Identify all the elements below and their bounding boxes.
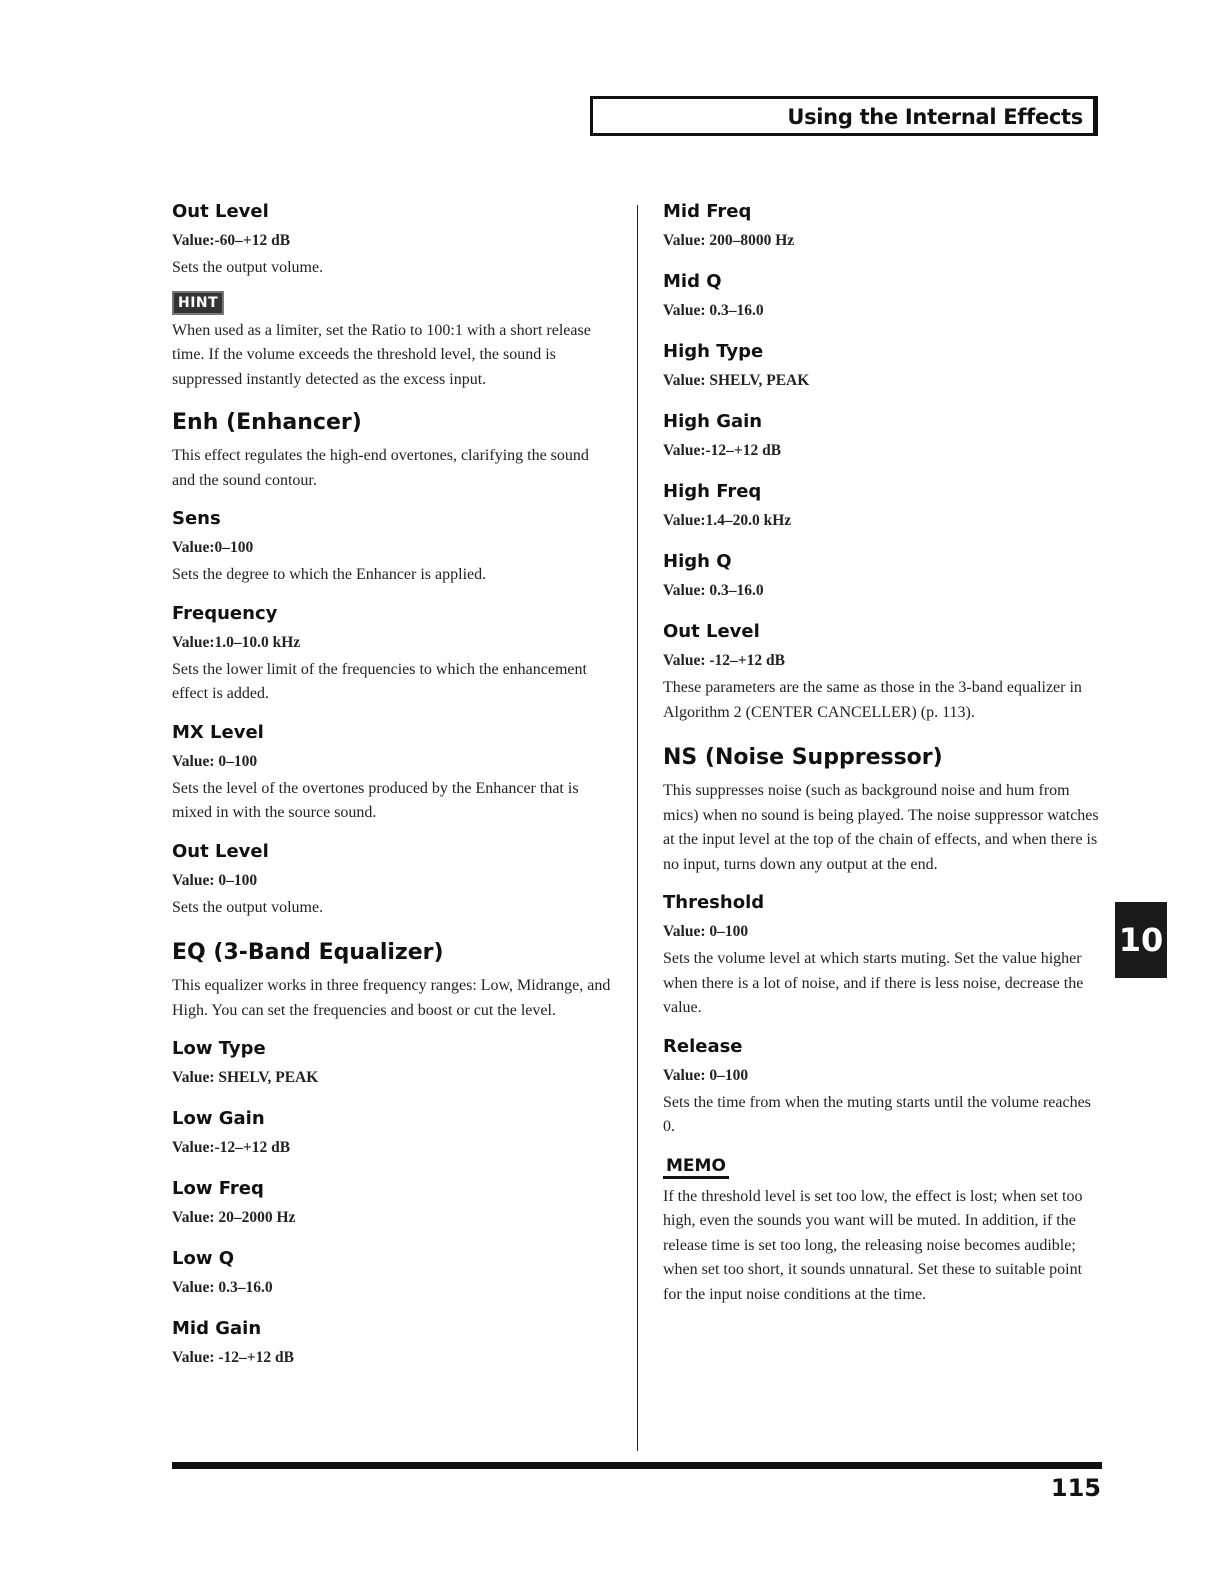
param-value-mid-q: Value: 0.3–16.0 [663, 302, 764, 319]
param-value-mid-gain: Value: -12–+12 dB [172, 1349, 294, 1366]
param-desc-release: Sets the time from when the muting starts until the volume reaches 0. [663, 1093, 1091, 1135]
section-header-box [590, 96, 1098, 136]
page-number: 115 [1050, 1474, 1101, 1502]
param-desc-out-level: Sets the output volume. [172, 259, 324, 276]
hint-icon: HINT [172, 291, 224, 315]
section-header-title: Using the Internal Effects [787, 105, 1083, 129]
param-title-low-type: Low Type [172, 1038, 266, 1059]
param-value-mx-level: Value: 0–100 [172, 752, 258, 770]
param-desc-sens: Sets the degree to which the Enhancer is applied. [172, 566, 487, 583]
param-desc-out-level-2: Sets the output volume. [172, 898, 324, 916]
section-desc-eq: This equalizer works in three frequency ranges: Low, Midrange, and High. You can set the frequencies and boost or cut the level. [172, 977, 611, 1019]
param-value-low-q: Value: 0.3–16.0 [172, 1279, 273, 1296]
param-value-sens: Value:0–100 [172, 539, 254, 556]
memo-text: If the threshold level is set too low, the effect is lost; when set too high, even the sounds you want will be muted. In addition, if the release time is set too long, the releasing noise becomes audible; when set too short, it sounds unnatural. Set these to suitable point for the input noise conditions at the time. [663, 1187, 1083, 1303]
section-title-eq: EQ (3-Band Equalizer) [172, 940, 444, 965]
param-desc-threshold: Sets the volume level at which starts muting. Set the value higher when there is a lot of noise, and if there is less noise, decrease the value. [663, 950, 1084, 1016]
footer-rule [172, 1462, 1102, 1469]
param-value-low-gain: Value:-12–+12 dB [172, 1139, 291, 1156]
param-title-mx-level: MX Level [172, 721, 264, 743]
left-column [172, 198, 612, 1369]
param-title-mid-freq: Mid Freq [663, 201, 752, 222]
section-desc-enhancer: This effect regulates the high-end overtones, clarifying the sound and the sound contour. [172, 447, 589, 489]
param-title-mid-q: Mid Q [663, 271, 722, 292]
param-value-out-level: Value:-60–+12 dB [172, 232, 291, 249]
param-value-mid-freq: Value: 200–8000 Hz [663, 232, 795, 249]
column-divider [637, 205, 638, 1451]
hint-text: When used as a limiter, set the Ratio to 100:1 with a short release time. If the volume exceeds the threshold level, the sound is suppressed instantly detected as the excess input. [172, 321, 591, 388]
param-value-release: Value: 0–100 [663, 1066, 749, 1084]
param-title-low-freq: Low Freq [172, 1178, 264, 1199]
right-column [663, 198, 1103, 1307]
chapter-tab: 10 [1115, 902, 1167, 978]
section-title-enhancer: Enh (Enhancer) [172, 410, 362, 435]
param-title-release: Release [663, 1035, 743, 1057]
param-value-high-q: Value: 0.3–16.0 [663, 582, 764, 599]
param-value-out-level-eq: Value: -12–+12 dB [663, 652, 785, 669]
param-desc-out-level-eq: These parameters are the same as those in the 3-band equalizer in Algorithm 2 (CENTER CANCELLER) (p. 113). [663, 679, 1082, 721]
param-title-high-freq: High Freq [663, 481, 762, 502]
param-title-sens: Sens [172, 508, 221, 529]
param-title-out-level-2: Out Level [172, 840, 269, 862]
param-title-high-q: High Q [663, 551, 732, 572]
param-value-out-level-2: Value: 0–100 [172, 871, 258, 889]
param-value-high-gain: Value:-12–+12 dB [663, 442, 782, 459]
param-value-low-type: Value: SHELV, PEAK [172, 1069, 319, 1086]
param-title-mid-gain: Mid Gain [172, 1318, 262, 1339]
param-title-out-level-eq: Out Level [663, 621, 760, 642]
param-title-high-type: High Type [663, 341, 764, 362]
param-title-low-q: Low Q [172, 1248, 235, 1269]
param-value-low-freq: Value: 20–2000 Hz [172, 1209, 296, 1226]
param-value-high-type: Value: SHELV, PEAK [663, 372, 810, 389]
param-desc-frequency: Sets the lower limit of the frequencies to which the enhancement effect is added. [172, 660, 587, 702]
param-title-high-gain: High Gain [663, 411, 763, 432]
param-desc-mx-level: Sets the level of the overtones produced by the Enhancer that is mixed in with the source sound. [172, 779, 579, 821]
param-title-low-gain: Low Gain [172, 1108, 265, 1129]
param-title-frequency: Frequency [172, 602, 278, 624]
memo-icon: MEMO [663, 1156, 729, 1179]
param-value-frequency: Value:1.0–10.0 kHz [172, 633, 301, 651]
section-title-noise-suppressor: NS (Noise Suppressor) [663, 745, 943, 770]
param-title-threshold: Threshold [663, 892, 765, 913]
param-value-threshold: Value: 0–100 [663, 923, 749, 940]
param-title-out-level: Out Level [172, 201, 269, 222]
section-desc-noise-suppressor: This suppresses noise (such as background noise and hum from mics) when no sound is being played. The noise suppressor watches at the input level at the top of the chain of effects, and when there is no input, turns down any output at the end. [663, 782, 1099, 873]
param-value-high-freq: Value:1.4–20.0 kHz [663, 512, 792, 529]
